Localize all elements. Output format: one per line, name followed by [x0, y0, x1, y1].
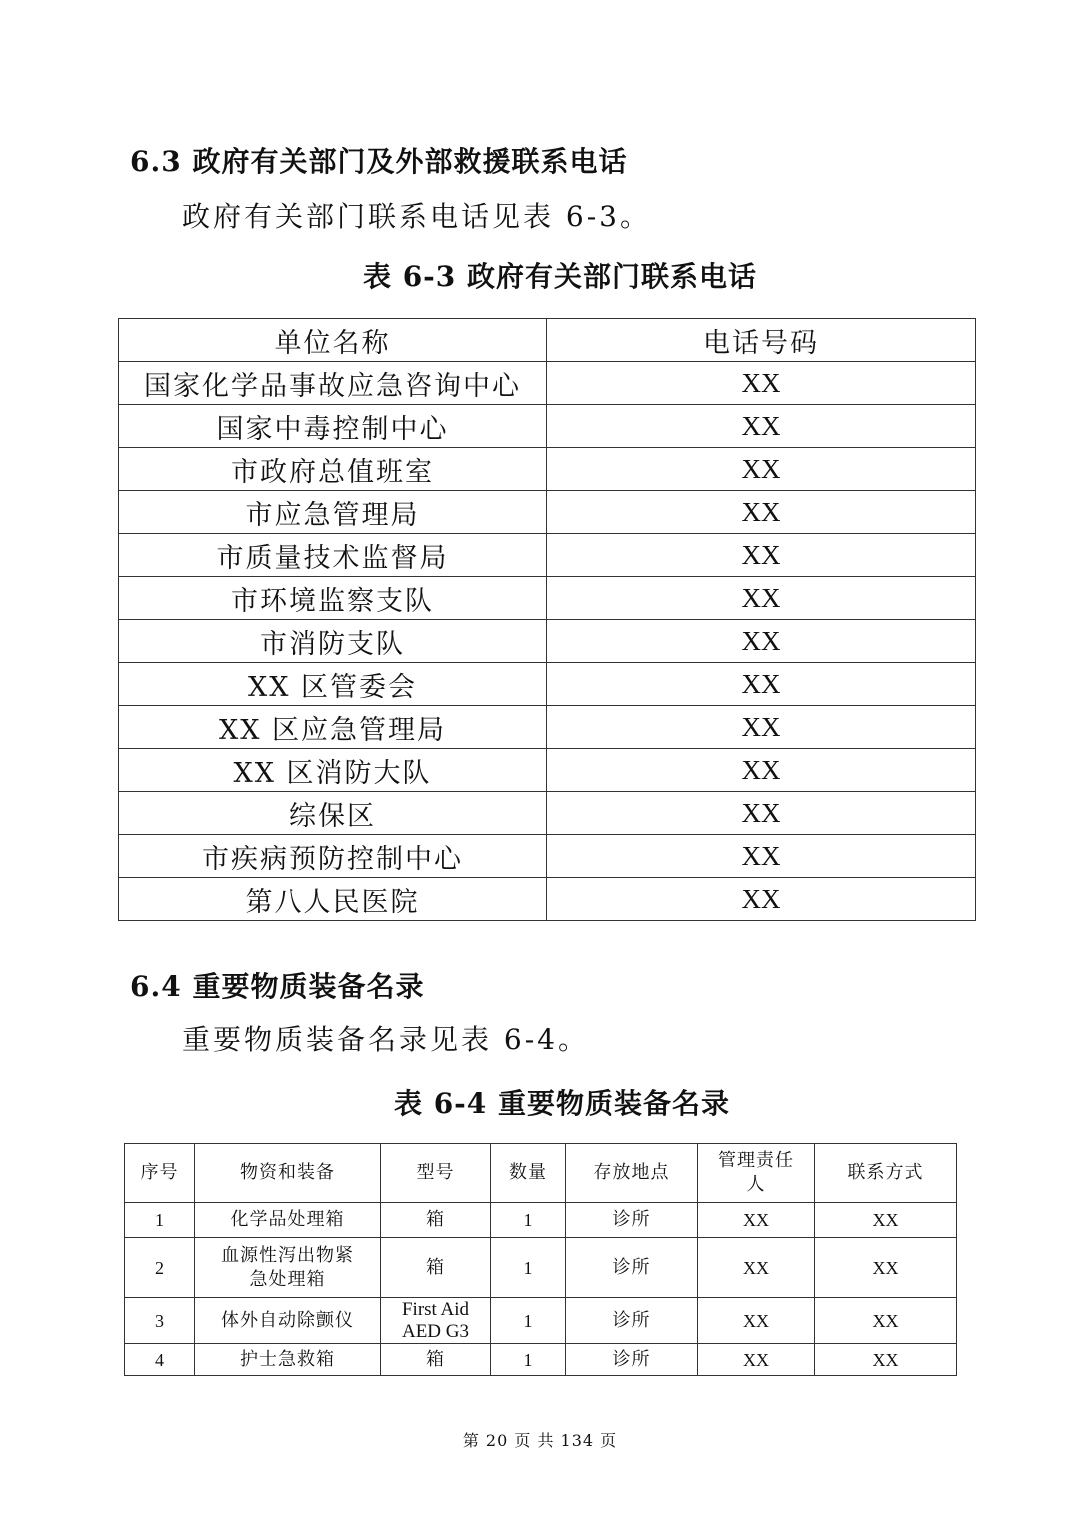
table-row: [119, 448, 976, 491]
table-row: [119, 749, 976, 792]
phone-cell: XX: [547, 706, 976, 749]
phone-cell: XX: [547, 491, 976, 534]
unit-name-cell: 市消防支队: [119, 620, 547, 663]
column-header-unit-name: 单位名称: [119, 319, 547, 362]
item-cell: 体外自动除颤仪: [195, 1298, 381, 1344]
phone-cell: XX: [547, 577, 976, 620]
row-number-cell: 4: [125, 1344, 195, 1376]
phone-cell: XX: [547, 620, 976, 663]
contact-cell: XX: [815, 1238, 957, 1298]
section-intro-6-4: 重要物质装备名录见表 6-4。: [182, 1023, 589, 1056]
qty-cell: 1: [491, 1298, 566, 1344]
table-row: [119, 706, 976, 749]
table-row: [119, 663, 976, 706]
column-header-manager: 管理责任人: [698, 1144, 815, 1203]
item-cell: 血源性泻出物紧急处理箱: [195, 1238, 381, 1298]
unit-name-cell: XX 区应急管理局: [119, 706, 547, 749]
unit-name-cell: 第八人民医院: [119, 878, 547, 921]
column-header-qty: 数量: [491, 1144, 566, 1203]
manager-cell: XX: [698, 1344, 815, 1376]
column-header-item: 物资和装备: [195, 1144, 381, 1203]
table-row: [125, 1344, 957, 1376]
contact-cell: XX: [815, 1298, 957, 1344]
qty-cell: 1: [491, 1238, 566, 1298]
model-cell: 箱: [381, 1203, 491, 1238]
unit-name-cell: 国家中毒控制中心: [119, 405, 547, 448]
model-cell: 箱: [381, 1238, 491, 1298]
section-heading-6-3: 6.3 政府有关部门及外部救援联系电话: [130, 145, 628, 178]
item-cell: 护士急救箱: [195, 1344, 381, 1376]
contact-cell: XX: [815, 1344, 957, 1376]
unit-name-cell: 市疾病预防控制中心: [119, 835, 547, 878]
section-intro-6-3: 政府有关部门联系电话见表 6-3。: [182, 200, 651, 233]
phone-cell: XX: [547, 663, 976, 706]
phone-cell: XX: [547, 792, 976, 835]
table-row: [119, 835, 976, 878]
model-cell: First Aid AED G3: [381, 1298, 491, 1344]
column-header-model: 型号: [381, 1144, 491, 1203]
column-header-location: 存放地点: [566, 1144, 698, 1203]
phone-cell: XX: [547, 362, 976, 405]
unit-name-cell: 综保区: [119, 792, 547, 835]
table-row: [119, 491, 976, 534]
qty-cell: 1: [491, 1344, 566, 1376]
phone-cell: XX: [547, 835, 976, 878]
model-cell: 箱: [381, 1344, 491, 1376]
page-number-footer: 第 20 页 共 134 页: [462, 1431, 618, 1450]
location-cell: 诊所: [566, 1203, 698, 1238]
location-cell: 诊所: [566, 1238, 698, 1298]
table-row: [119, 405, 976, 448]
table-row: [125, 1298, 957, 1344]
contact-cell: XX: [815, 1203, 957, 1238]
equipment-table: [124, 1143, 957, 1376]
unit-name-cell: 市应急管理局: [119, 491, 547, 534]
column-header-phone: 电话号码: [547, 319, 976, 362]
table-header-row: [119, 319, 976, 362]
contacts-table: [118, 318, 976, 921]
table-row: [125, 1203, 957, 1238]
unit-name-cell: XX 区管委会: [119, 663, 547, 706]
table-row: [119, 792, 976, 835]
manager-cell: XX: [698, 1298, 815, 1344]
row-number-cell: 3: [125, 1298, 195, 1344]
row-number-cell: 1: [125, 1203, 195, 1238]
unit-name-cell: 国家化学品事故应急咨询中心: [119, 362, 547, 405]
column-header-no: 序号: [125, 1144, 195, 1203]
row-number-cell: 2: [125, 1238, 195, 1298]
table-row: [119, 577, 976, 620]
table-caption-6-3: 表 6-3 政府有关部门联系电话: [362, 260, 758, 293]
manager-cell: XX: [698, 1238, 815, 1298]
table-row: [119, 878, 976, 921]
table-row: [119, 534, 976, 577]
unit-name-cell: 市质量技术监督局: [119, 534, 547, 577]
section-heading-6-4: 6.4 重要物质装备名录: [130, 970, 425, 1003]
column-header-contact: 联系方式: [815, 1144, 957, 1203]
phone-cell: XX: [547, 534, 976, 577]
item-cell: 化学品处理箱: [195, 1203, 381, 1238]
qty-cell: 1: [491, 1203, 566, 1238]
table-caption-6-4: 表 6-4 重要物质装备名录: [393, 1087, 731, 1120]
location-cell: 诊所: [566, 1344, 698, 1376]
phone-cell: XX: [547, 405, 976, 448]
unit-name-cell: XX 区消防大队: [119, 749, 547, 792]
location-cell: 诊所: [566, 1298, 698, 1344]
phone-cell: XX: [547, 878, 976, 921]
table-row: [119, 620, 976, 663]
unit-name-cell: 市政府总值班室: [119, 448, 547, 491]
table-header-row: [125, 1144, 957, 1203]
table-row: [125, 1238, 957, 1298]
unit-name-cell: 市环境监察支队: [119, 577, 547, 620]
phone-cell: XX: [547, 749, 976, 792]
phone-cell: XX: [547, 448, 976, 491]
manager-cell: XX: [698, 1203, 815, 1238]
table-row: [119, 362, 976, 405]
